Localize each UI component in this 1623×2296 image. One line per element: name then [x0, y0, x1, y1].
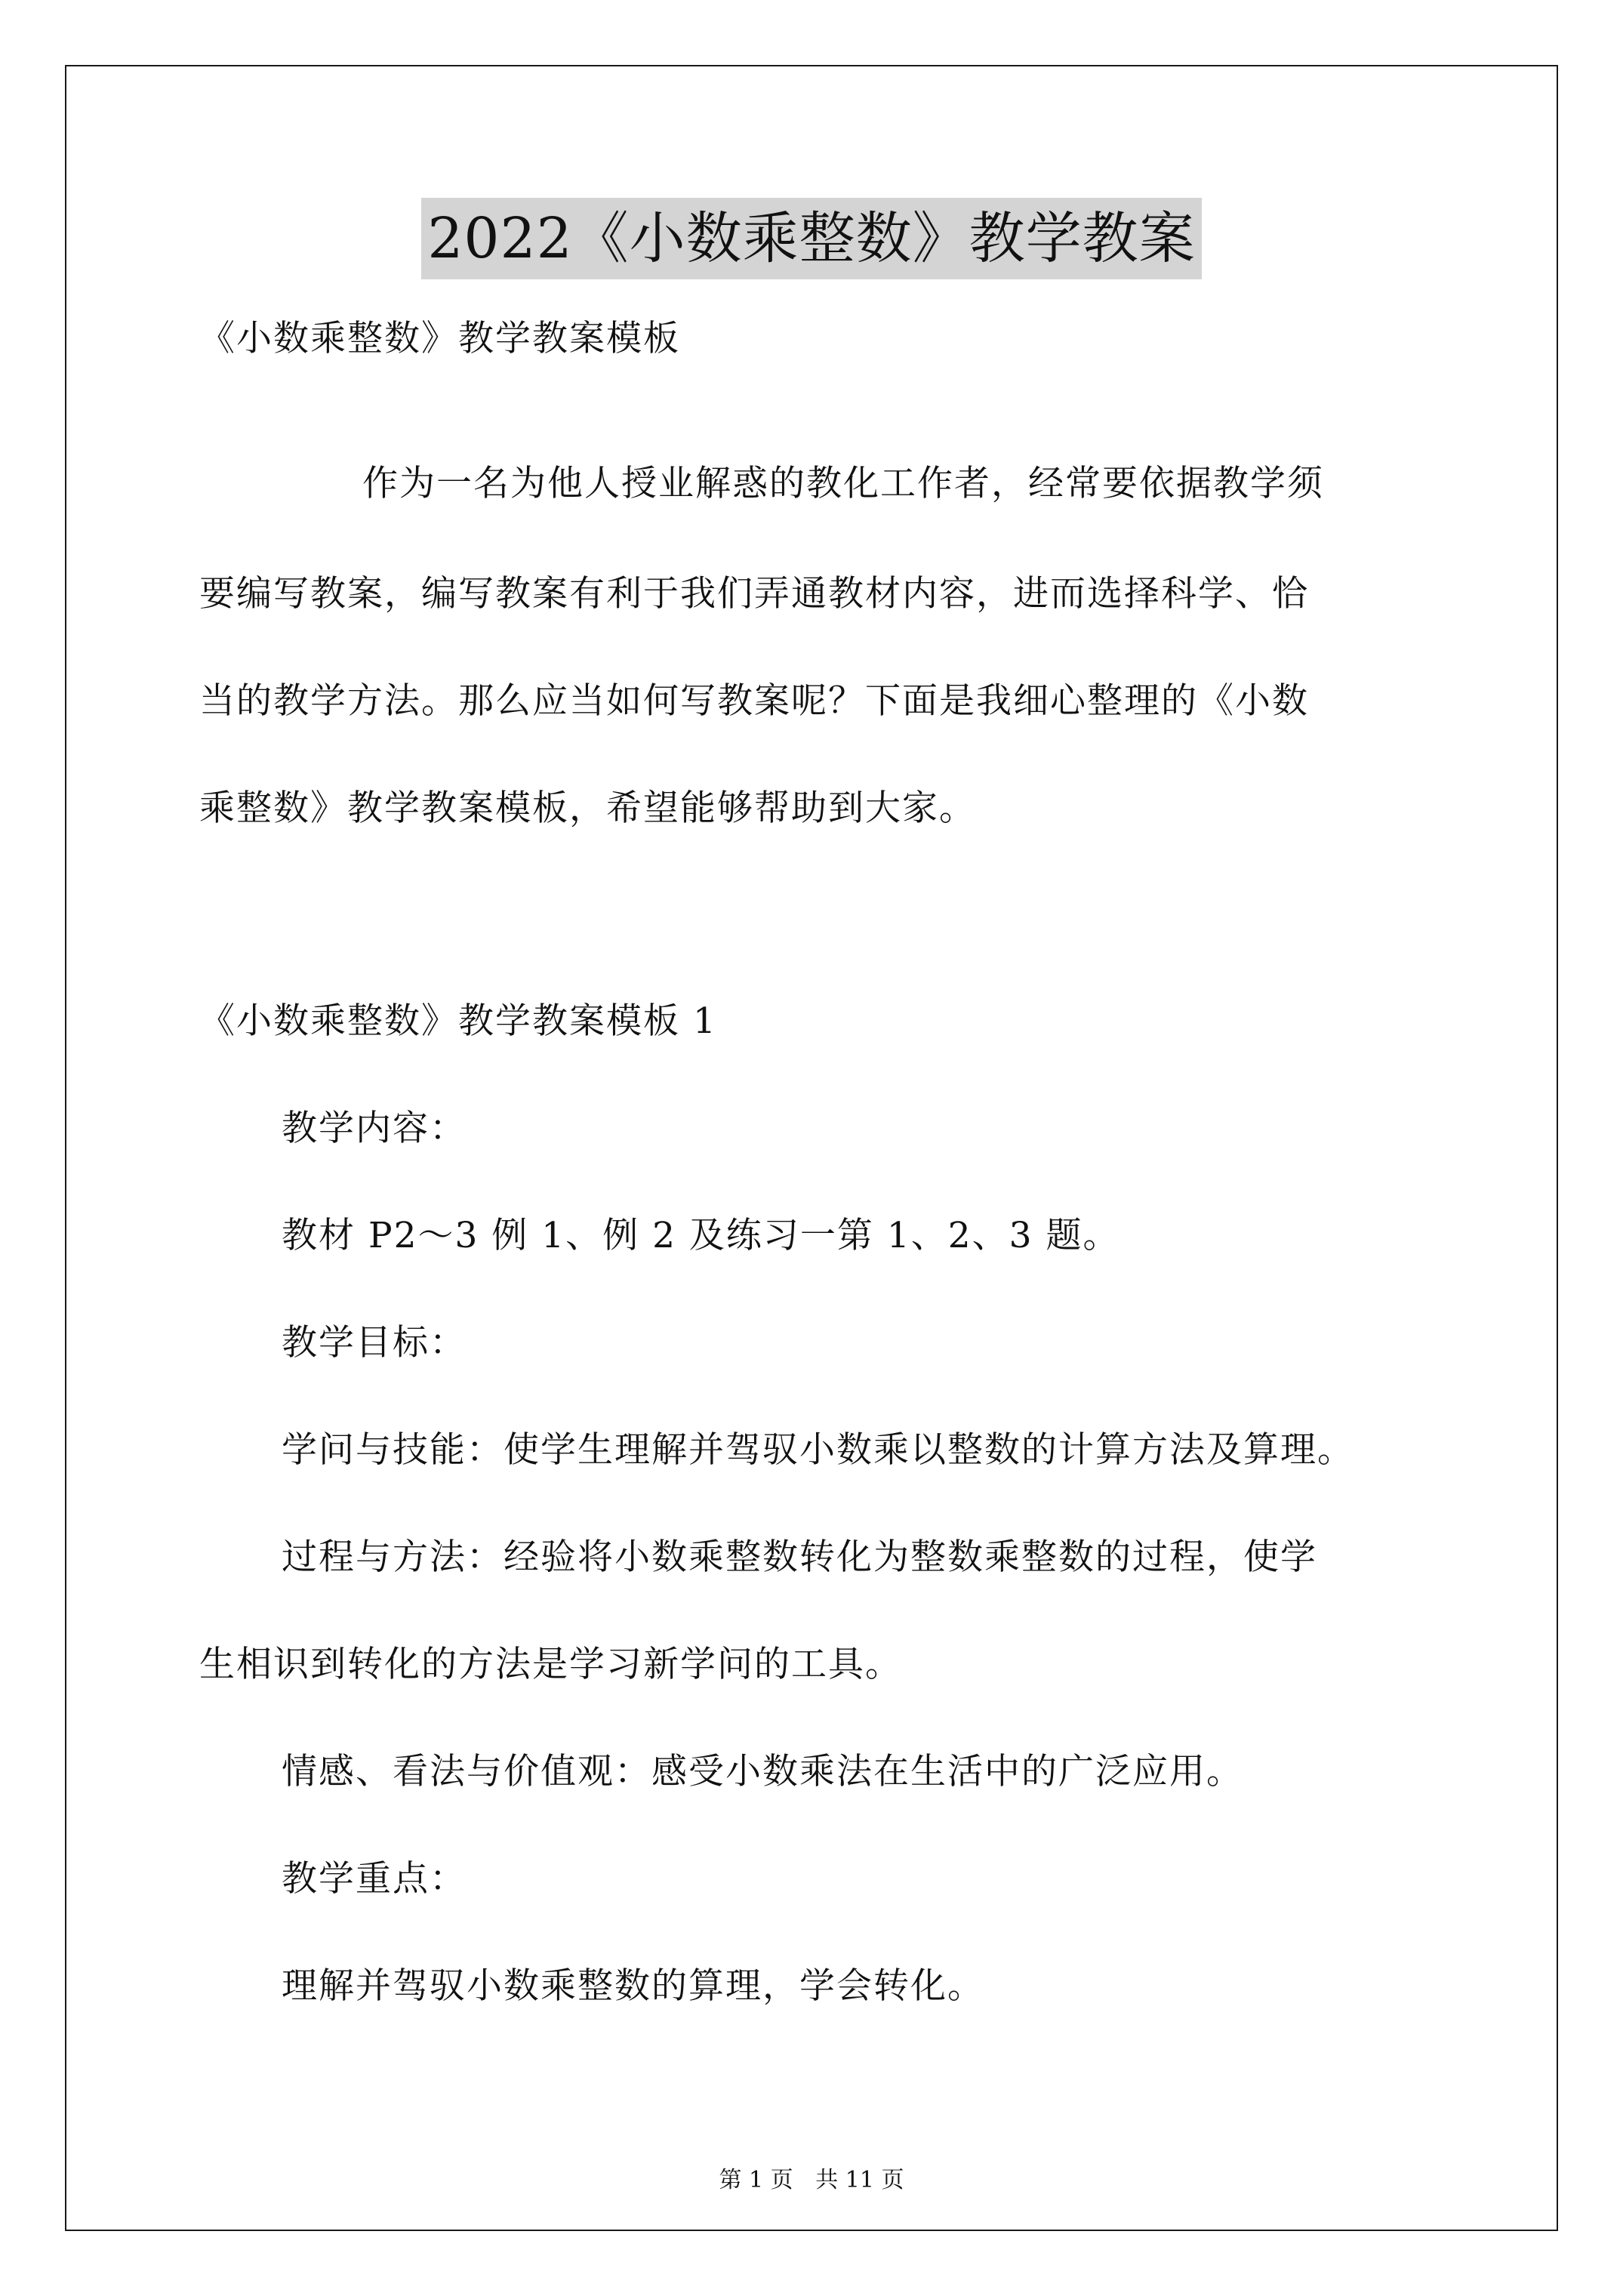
- body-line-1: 教学内容：: [282, 1108, 467, 1149]
- title-container: [0, 198, 1623, 279]
- body-line-8: 教学重点：: [282, 1858, 467, 1900]
- intro-line-3: 当的教学方法。那么应当如何写教案呢？下面是我细心整理的《小数: [199, 680, 1309, 722]
- body-line-9: 理解并驾驭小数乘整数的算理，学会转化。: [282, 1965, 984, 2007]
- intro-line-2: 要编写教案，编写教案有利于我们弄通教材内容，进而选择科学、恰: [199, 573, 1309, 615]
- page-number: 第 1 页: [719, 2167, 793, 2193]
- page-footer: [0, 2165, 1623, 2196]
- document-subtitle: 《小数乘整数》教学教案模板: [199, 318, 680, 359]
- document-title: 2022《小数乘整数》教学教案: [421, 198, 1201, 279]
- intro-line-4: 乘整数》教学教案模板，希望能够帮助到大家。: [199, 787, 976, 829]
- body-line-4: 学问与技能：使学生理解并驾驭小数乘以整数的计算方法及算理。: [282, 1429, 1354, 1471]
- body-line-2: 教材 P2～3 例 1、例 2 及练习一第 1、2、3 题。: [282, 1215, 1120, 1256]
- body-line-6: 生相识到转化的方法是学习新学问的工具。: [199, 1644, 902, 1685]
- body-line-3: 教学目标：: [282, 1322, 467, 1364]
- body-line-5: 过程与方法：经验将小数乘整数转化为整数乘整数的过程，使学: [282, 1536, 1317, 1578]
- section-heading: 《小数乘整数》教学教案模板 1: [199, 1000, 717, 1042]
- page-total: 共 11 页: [815, 2167, 904, 2193]
- body-line-7: 情感、看法与价值观：感受小数乘法在生活中的广泛应用。: [282, 1751, 1243, 1792]
- intro-line-1: 作为一名为他人授业解惑的教化工作者，经常要依据教学须: [362, 463, 1324, 504]
